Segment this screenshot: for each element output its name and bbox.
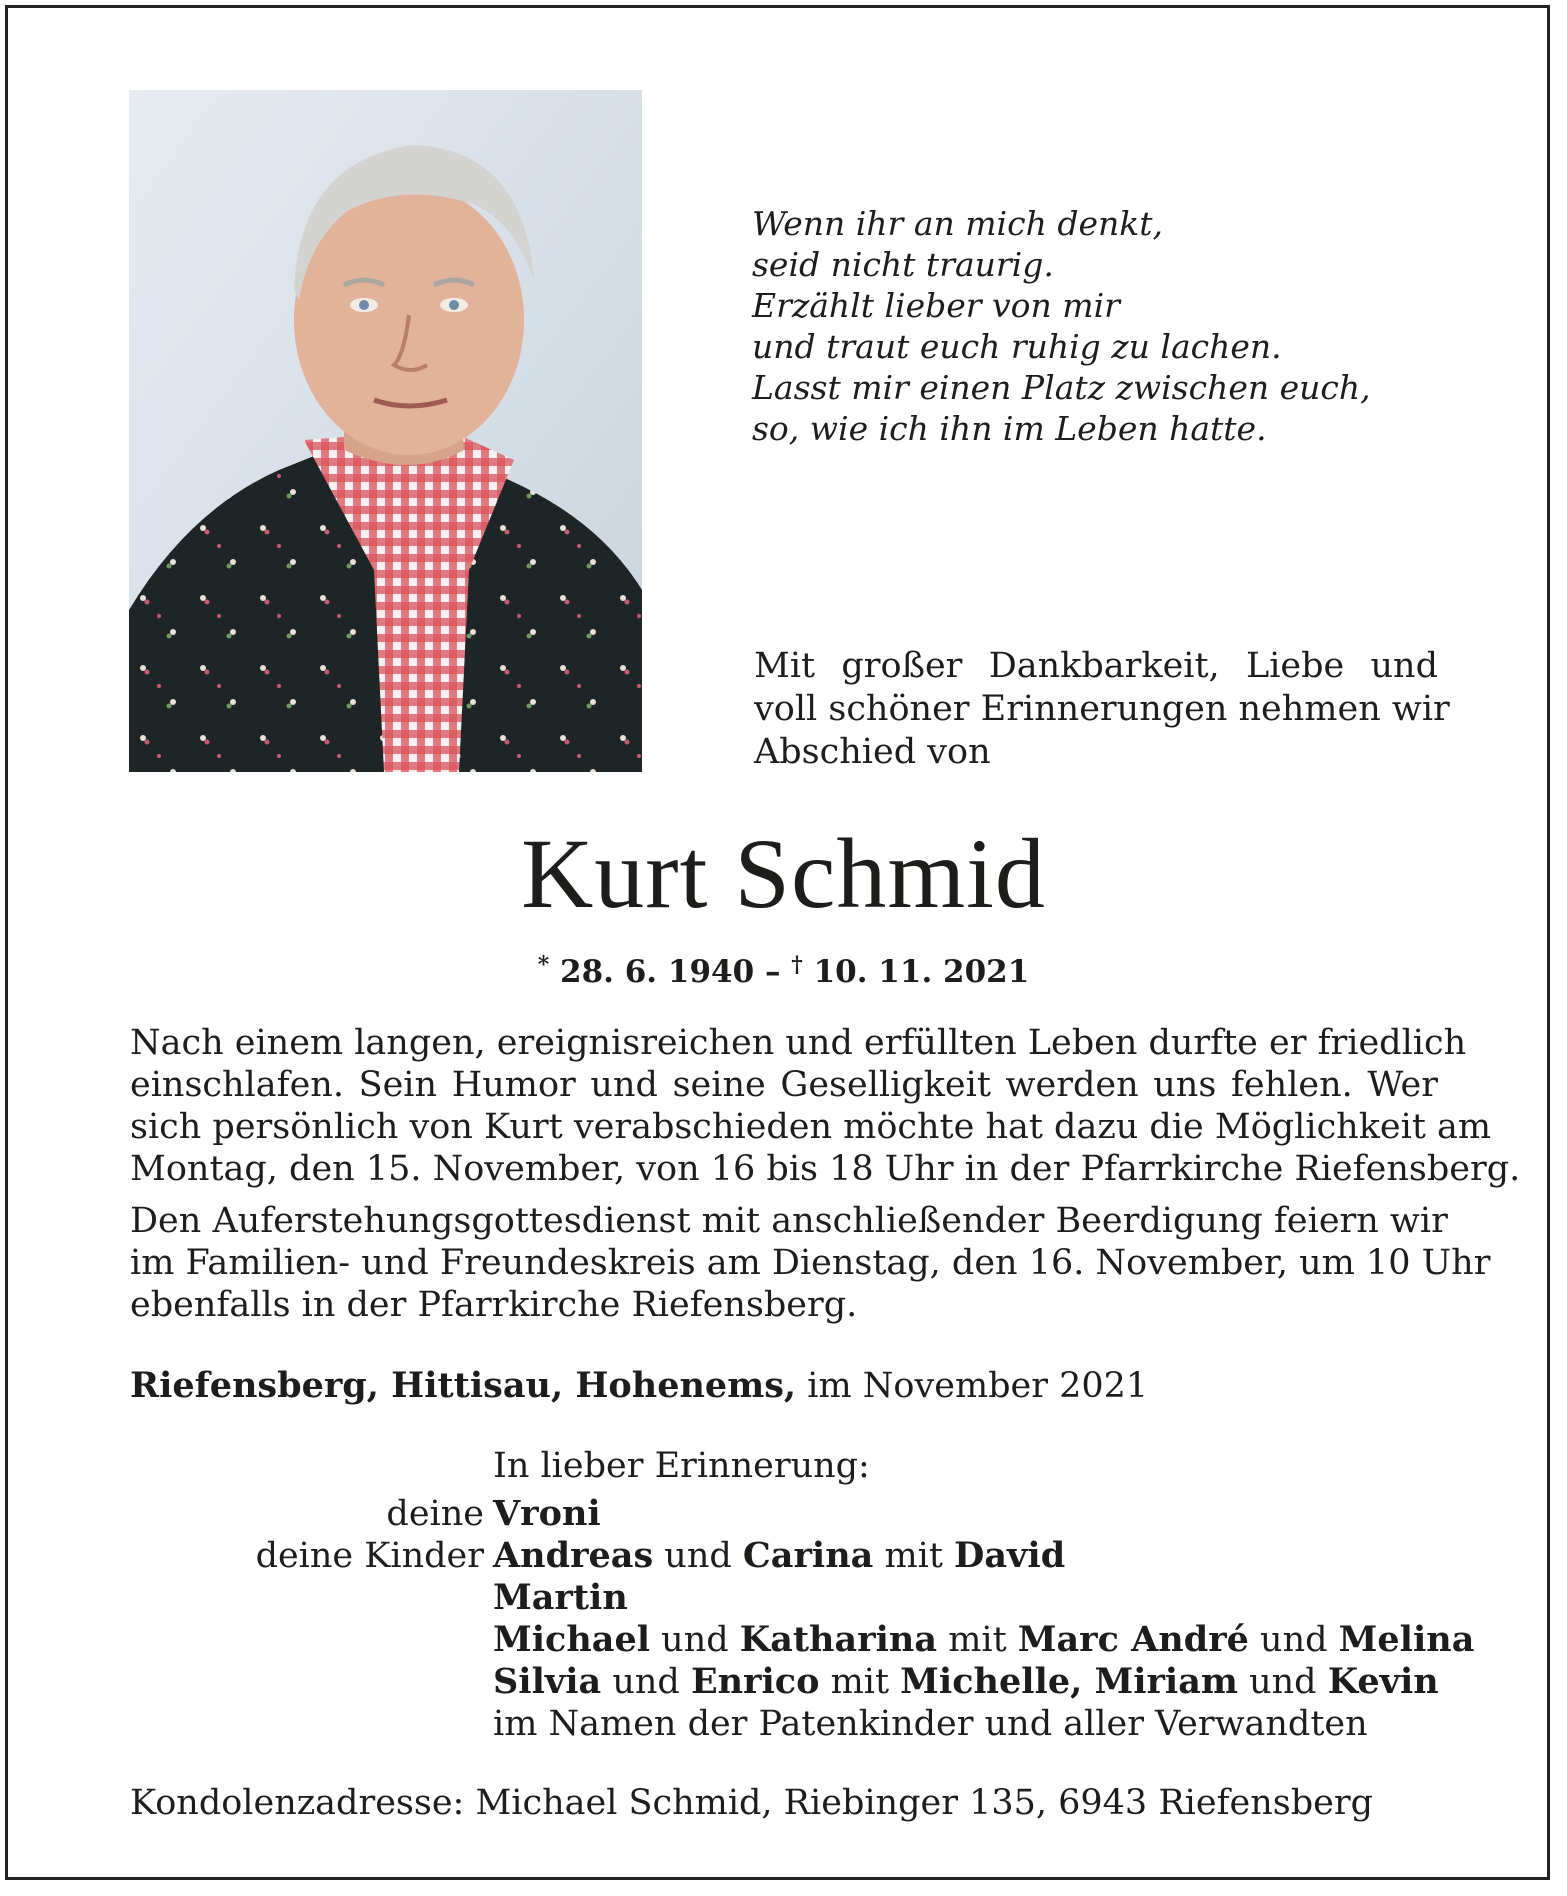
mourner-name: David [954,1535,1066,1576]
connector-text: und [650,1620,740,1660]
intro-line: Mit großer Dankbarkeit, Liebe und [754,646,1438,686]
poem-line: Lasst mir einen Platz zwischen euch, [752,368,1371,407]
mourner-name: Katharina [739,1619,938,1660]
connector-text: mit [819,1662,901,1702]
paragraph-line: Den Auferstehungsgottesdienst mit anschließender Beerdigung feiern wir [130,1201,1448,1241]
intro-line: Abschied von [754,732,991,772]
mourner-row [0,1703,1567,1745]
mourners-list [0,1493,1567,1745]
mourner-name: Marc André [1017,1619,1249,1660]
mourner-names [493,1703,1368,1745]
birth-symbol: * [537,952,550,978]
place-and-date [130,1365,1148,1407]
mourner-names [493,1577,628,1619]
mourner-name: Kevin [1327,1661,1439,1702]
mourner-name: Carina [742,1535,874,1576]
mourner-name: Michael [493,1619,651,1660]
mourner-name: Andreas [493,1535,654,1576]
death-symbol: † [791,952,803,978]
mourner-names [493,1661,1439,1703]
mourner-name: Silvia [493,1661,602,1702]
mourner-relation: deine Kinder [255,1536,484,1576]
paragraph-line: ebenfalls in der Pfarrkirche Riefensberg. [130,1285,858,1325]
farewell-intro [754,645,1450,774]
poem-line: so, wie ich ihn im Leben hatte. [752,409,1267,448]
birth-date: 28. 6. 1940 [560,954,755,990]
mourner-row [0,1619,1567,1661]
mourners-heading: In lieber Erinnerung: [493,1446,870,1486]
connector-text: mit [937,1620,1018,1660]
life-dates [0,945,1567,992]
poem-line: seid nicht traurig. [752,245,1054,284]
intro-line: voll schöner Erinnerungen nehmen wir [754,689,1450,729]
mourner-row [0,1493,1567,1535]
mourner-row [0,1661,1567,1703]
mourner-names [493,1619,1474,1661]
paragraph-line: einschlafen. Sein Humor und seine Geselligkeit werden uns fehlen. Wer [130,1065,1438,1105]
announcement-paragraph [130,1022,1521,1190]
date-separator: – [764,954,781,990]
mourner-names [493,1493,601,1535]
mourner-name: Enrico [690,1661,820,1702]
deceased-name: Kurt Schmid [521,818,1046,929]
month-year: im November 2021 [796,1366,1149,1406]
paragraph-line: Montag, den 15. November, von 16 bis 18 Uhr in der Pfarrkirche Riefensberg. [130,1149,1521,1189]
funeral-paragraph [130,1200,1491,1326]
connector-text: und [1237,1662,1328,1702]
paragraph-line: Nach einem langen, ereignisreichen und erfüllten Leben durfte er friedlich [130,1023,1467,1063]
paragraph-line: im Familien- und Freundeskreis am Dienstag, den 16. November, um 10 Uhr [130,1243,1491,1283]
mourner-row [0,1577,1567,1619]
death-date: 10. 11. 2021 [813,954,1030,990]
paragraph-line: sich persönlich von Kurt verabschieden möchte hat dazu die Möglichkeit am [130,1107,1492,1147]
poem-line: Erzählt lieber von mir [752,286,1120,325]
poem-line: und traut euch ruhig zu lachen. [752,327,1282,366]
mourner-name: Michelle, Miriam [900,1661,1238,1702]
mourner-relation: deine [386,1494,484,1534]
poem-line: Wenn ihr an mich denkt, [752,204,1163,243]
mourner-row [0,1535,1567,1577]
connector-text: und [1248,1620,1339,1660]
connector-text: und [601,1662,691,1702]
condolence-address: Kondolenzadresse: Michael Schmid, Riebinger 135, 6943 Riefensberg [130,1783,1373,1823]
poem [752,203,1452,449]
portrait-photo-icon [129,90,642,772]
mourner-name: Melina [1338,1619,1475,1660]
connector-text: mit [873,1536,955,1576]
places-list: Riefensberg, Hittisau, Hohenems, [130,1365,797,1406]
mourner-name: Vroni [493,1493,601,1534]
connector-text: und [653,1536,743,1576]
mourner-names [493,1535,1065,1577]
mourner-name: Martin [493,1577,628,1618]
connector-text: im Namen der Patenkinder und aller Verwandten [493,1704,1368,1744]
